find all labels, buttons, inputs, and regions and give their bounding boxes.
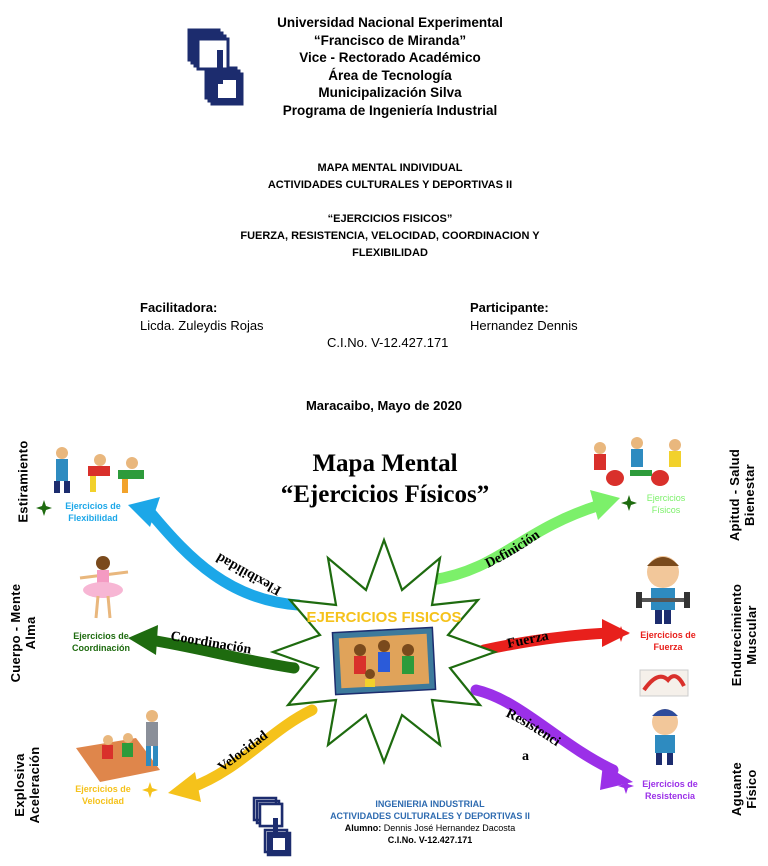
footer-student-label: Alumno:: [344, 823, 382, 833]
node-fuerza: [630, 629, 706, 653]
side-label-explosiva: [12, 742, 42, 828]
side-label-aptitud-line2: Bienestar: [742, 464, 757, 526]
side-label-cuerpo-line2: Alma: [23, 616, 38, 650]
side-label-endurecimiento-line1: Endurecimiento: [729, 583, 744, 687]
side-label-estiramiento-text: Estiramiento: [15, 440, 31, 523]
node-coordinacion-line2: Coordinación: [72, 643, 130, 653]
footer-course: ACTIVIDADES CULTURALES Y DEPORTIVAS II: [330, 811, 530, 821]
node-fisicos-line2: Físicos: [651, 505, 681, 515]
side-label-aptitud: [727, 443, 757, 547]
branch-fuerza-arrow: [484, 619, 630, 650]
side-label-explosiva-line2: Aceleración: [27, 746, 42, 824]
footer-block: [290, 798, 570, 846]
mindmap-title-line1: Mapa Mental: [312, 450, 458, 477]
branch-resistencia-text: Resistenci: [503, 706, 563, 750]
runner-boy-illustration: [652, 709, 678, 765]
footer-student-name: Dennis José Hernandez Dacosta: [383, 823, 516, 833]
muscle-arm-illustration: [640, 670, 688, 696]
node-coordinacion-line1: Ejercicios de: [73, 631, 129, 641]
node-fuerza-line1: Ejercicios de: [640, 630, 696, 640]
assignment-line1: MAPA MENTAL INDIVIDUAL: [317, 162, 463, 174]
university-name-line: “Francisco de Miranda”: [313, 32, 467, 48]
side-label-endurecimiento: [729, 579, 759, 691]
branch-definicion-text: Definición: [483, 527, 543, 572]
footer-program: INGENIERIA INDUSTRIAL: [375, 799, 485, 809]
side-label-estiramiento: [16, 439, 31, 525]
date-line: Maracaibo, Mayo de 2020: [305, 398, 463, 413]
node-flexibilidad-line1: Ejercicios de: [65, 501, 121, 511]
branch-velocidad-label: [215, 728, 271, 775]
side-label-explosiva-line1: Explosiva: [12, 753, 27, 817]
stretching-illustration: [54, 447, 144, 493]
topic-line3: FLEXIBILIDAD: [352, 247, 428, 259]
fitness-illustration: [594, 437, 681, 486]
node-fuerza-line2: Fuerza: [653, 642, 683, 652]
side-label-aptitud-line1: Apitud - Salud: [727, 448, 742, 542]
node-resistencia-line2: Resistencia: [644, 791, 696, 801]
branch-flexibilidad-text: Flexibilidad: [213, 549, 284, 598]
node-resistencia: [632, 778, 708, 802]
participant-name: Hernandez Dennis: [470, 318, 578, 333]
municipality-line: Municipalización Silva: [318, 85, 462, 100]
footer-university-logo: [254, 798, 290, 855]
side-label-aguante-line1: Aguante: [729, 761, 744, 817]
footer-id: [290, 834, 570, 846]
node-velocidad: [60, 783, 146, 807]
assignment-line2: ACTIVIDADES CULTURALES Y DEPORTIVAS II: [267, 179, 513, 191]
branch-fuerza-label: [506, 629, 550, 652]
university-line: Universidad Nacional Experimental: [277, 15, 503, 30]
center-label: EJERCICIOS FISICOS: [306, 609, 462, 626]
ballet-illustration: [80, 556, 128, 618]
side-label-endurecimiento-line2: Muscular: [744, 605, 759, 665]
facilitator-name: Licda. Zuleydis Rojas: [140, 318, 264, 333]
facilitator-label: Facilitadora:: [140, 300, 218, 315]
program-line: Programa de Ingeniería Industrial: [282, 102, 498, 118]
topic-line1: “EJERCICIOS FISICOS”: [327, 213, 453, 225]
participant-label: Participante:: [470, 300, 549, 315]
footer-id-label: C.I.No.: [387, 835, 417, 845]
vice-rectorate-line: Vice - Rectorado Académico: [299, 50, 481, 65]
center-illustration: [332, 627, 435, 694]
side-label-cuerpo-line1: Cuerpo - Mente: [8, 583, 23, 683]
node-coordinacion: [58, 630, 144, 654]
weightlifting-boy-illustration: [636, 556, 690, 624]
branch-definicion-label: [483, 527, 543, 571]
footer-id-value: V-12.427.171: [418, 835, 473, 845]
footer-student: [290, 822, 570, 834]
branch-resistencia-label-part2: a: [522, 749, 529, 764]
topic-line2: FUERZA, RESISTENCIA, VELOCIDAD, COORDINACION Y: [240, 230, 540, 242]
node-flexibilidad-line2: Flexibilidad: [68, 513, 118, 523]
mindmap-title-line2: “Ejercicios Físicos”: [280, 481, 490, 508]
branch-velocidad-text: Velocidad: [215, 728, 272, 776]
participant-id: C.I.No. V-12.427.171: [327, 335, 449, 350]
node-flexibilidad: [50, 500, 136, 524]
node-velocidad-line2: Velocidad: [81, 796, 125, 806]
side-label-cuerpo: [8, 580, 38, 686]
area-line: Área de Tecnología: [328, 67, 452, 83]
node-fisicos: [634, 492, 698, 516]
branch-coordinacion-text: Coordinación: [169, 629, 253, 658]
branch-fuerza-text: Fuerza: [505, 628, 550, 652]
node-velocidad-line1: Ejercicios de: [75, 784, 131, 794]
node-resistencia-line1: Ejercicios de: [642, 779, 698, 789]
side-label-aguante: [729, 753, 759, 825]
relay-race-illustration: [76, 710, 160, 782]
side-label-aguante-line2: Físico: [744, 769, 759, 809]
node-fisicos-line1: Ejercicios: [646, 493, 686, 503]
